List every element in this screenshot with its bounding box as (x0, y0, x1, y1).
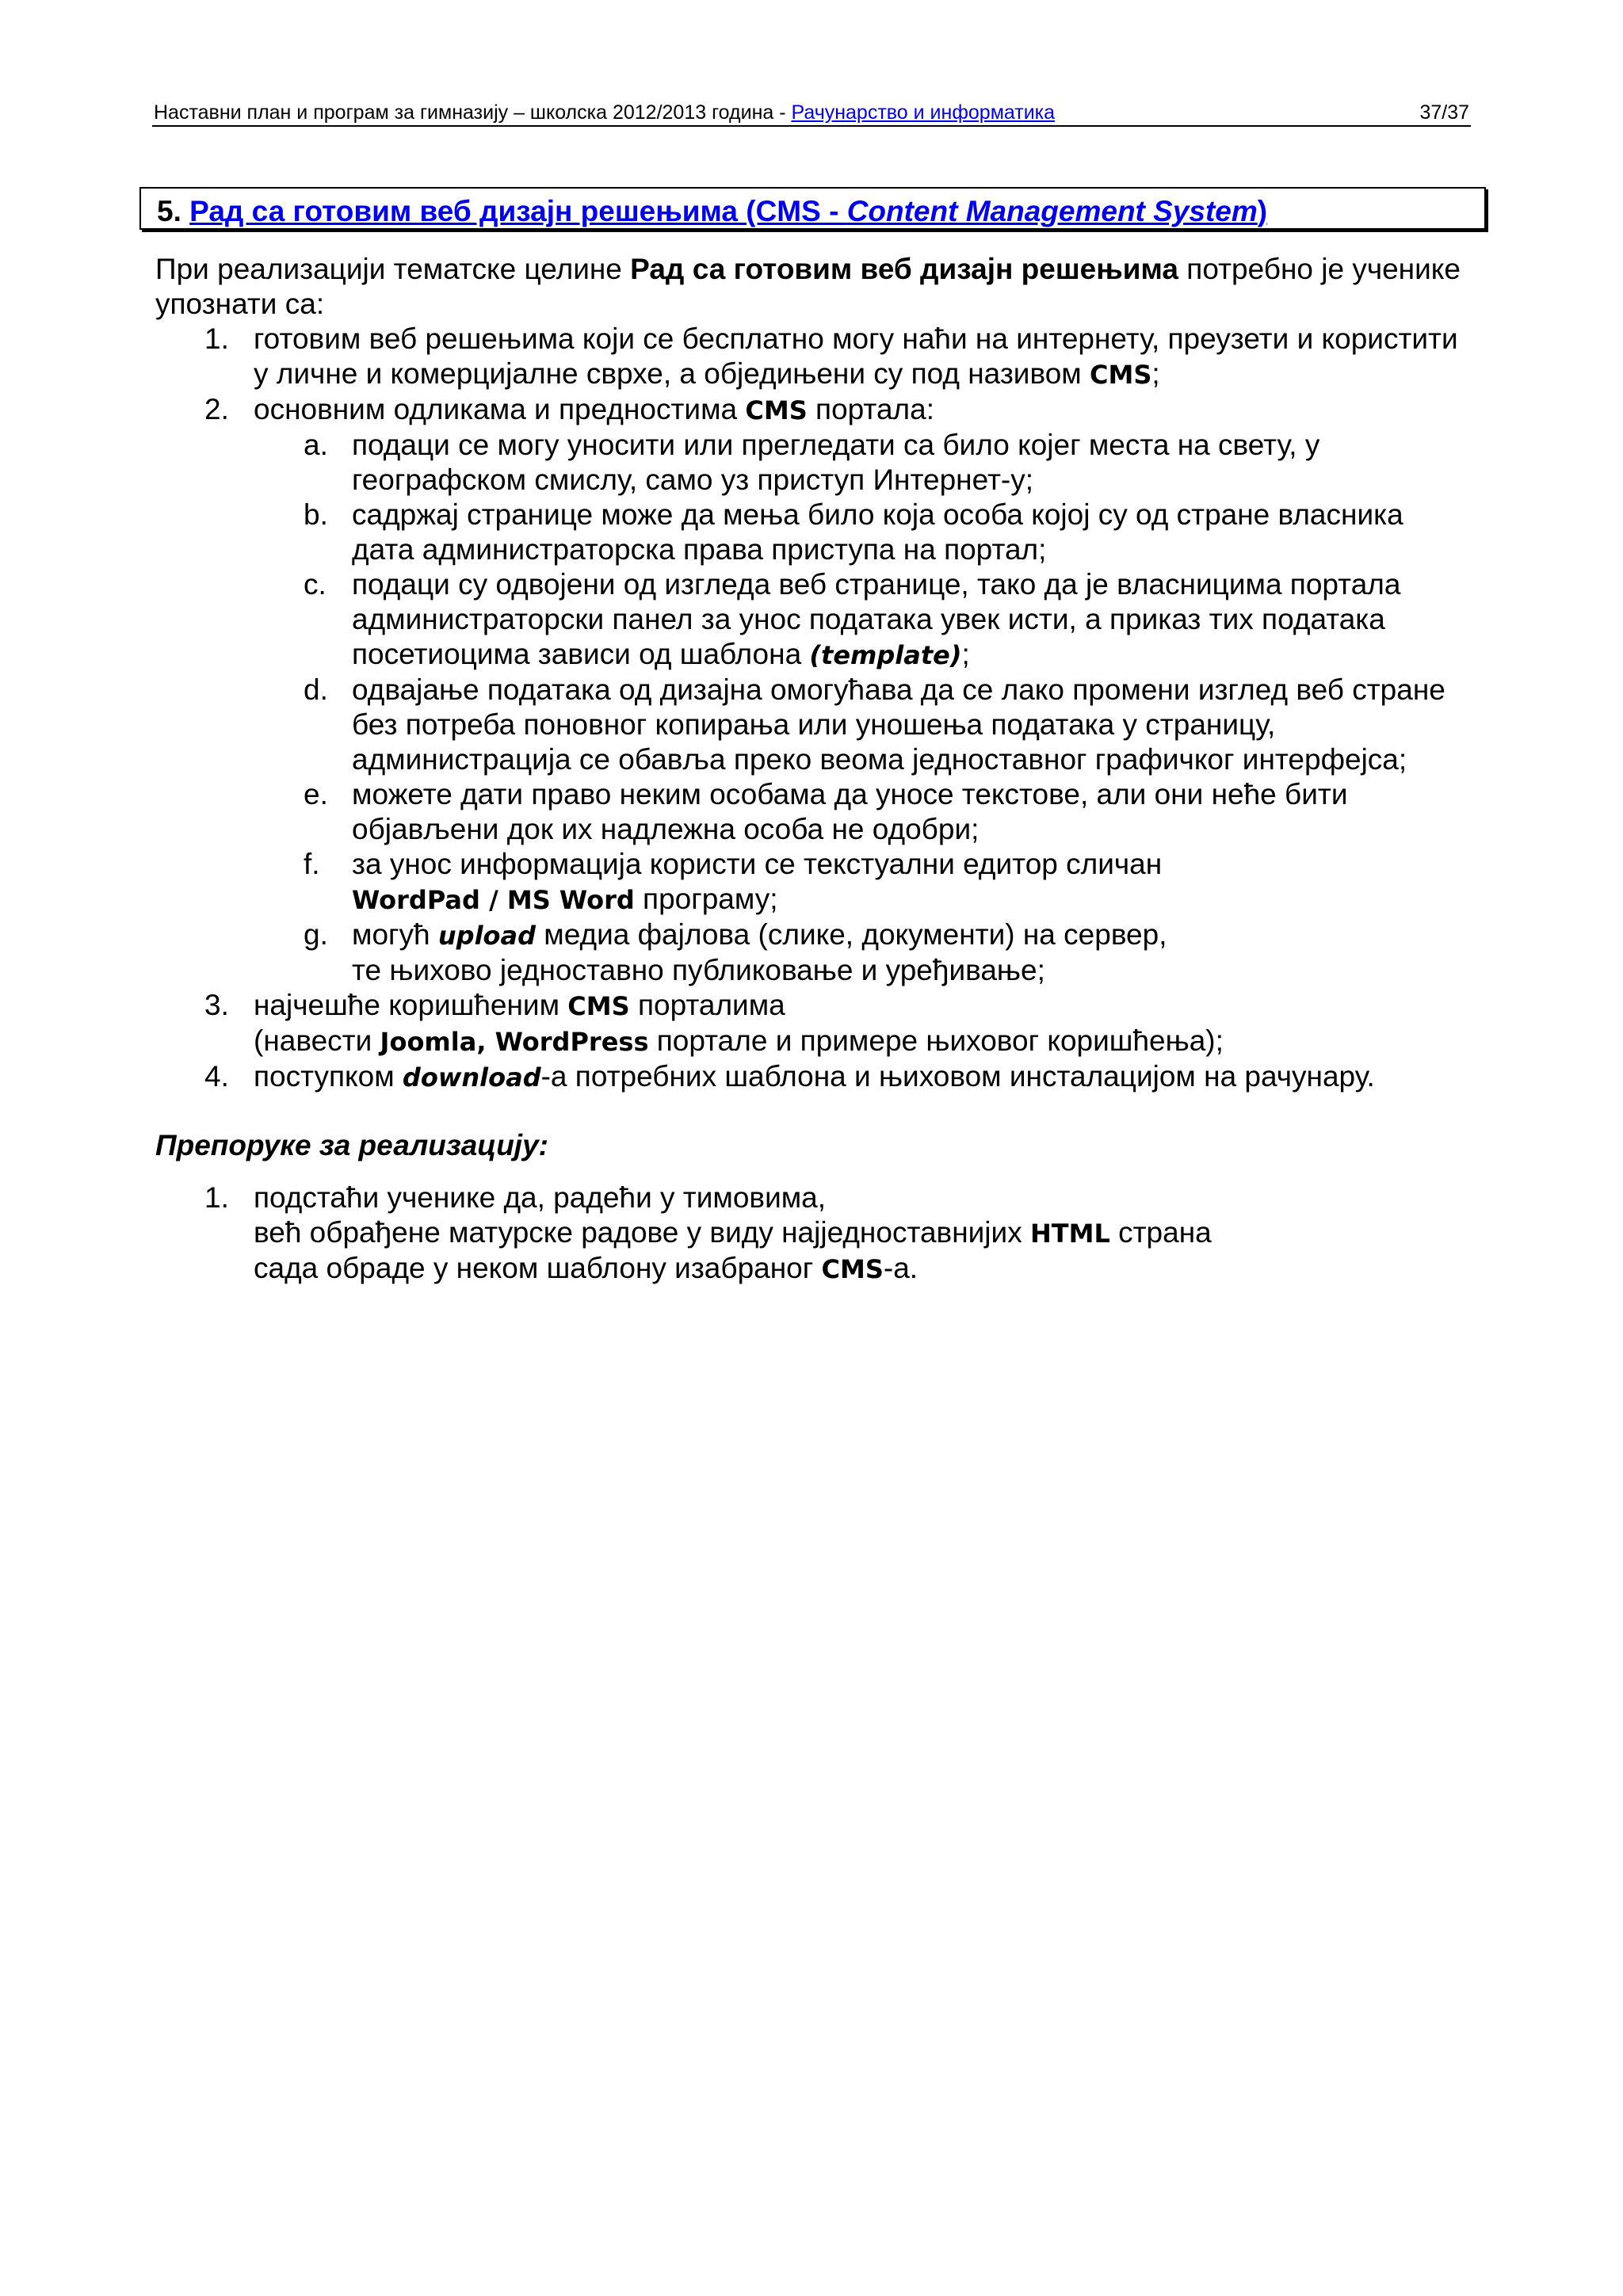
sublist-marker: c. (304, 568, 327, 601)
rec-line3-prefix: сада обраде у неком шаблону изабраног (254, 1252, 822, 1284)
rec-line3-bold: CMS (821, 1254, 884, 1284)
sublist-italic: (template) (809, 640, 962, 670)
list-item (155, 322, 1471, 392)
item-line2-prefix: (навести (254, 1024, 380, 1057)
sublist-marker: f. (304, 848, 320, 880)
sublist-italic: upload (437, 921, 537, 951)
item-prefix: поступком (254, 1060, 403, 1093)
item-text: готовим веб решењима који се бесплатно могу наћи на интернету, преузети и користити у личне и комерцијалне сврхе, а обједињени су под називом (254, 322, 1458, 390)
rec-line3-suffix: -а. (883, 1252, 918, 1284)
list-item (155, 1059, 1471, 1095)
rec-line1: подстаћи ученике да, радећи у тимовима, (254, 1181, 827, 1214)
sublist-text: садржај странице може да мења било која особа којој су од стране власника дата администраторска права приступа на портал; (352, 498, 1403, 566)
header-page-number: 37/37 (1419, 101, 1469, 124)
header-title (154, 97, 1055, 128)
sublist-bold: WordPad / MS Word (352, 885, 635, 915)
sublist-item (254, 567, 1471, 673)
item-cms: CMS (1090, 360, 1152, 390)
item-text: основним одликама и предностима (254, 393, 746, 425)
intro-paragraph (155, 252, 1471, 322)
list-item (155, 1180, 1471, 1287)
list-marker: 3. (204, 989, 229, 1021)
intro-prefix: При реализацији тематске целине (155, 253, 631, 285)
rec-line2-bold: HTML (1029, 1219, 1110, 1249)
sublist-item (254, 777, 1471, 847)
item-end: ; (1151, 357, 1160, 390)
sublist-text: подаци се могу уносити или прегледати са било којег места на свету, у географском смислу, само уз приступ Интернет-у; (352, 429, 1320, 496)
item-suffix: -а потребних шаблона и њиховом инсталацијом на рачунару. (540, 1060, 1375, 1093)
sublist-text: подаци су одвојени од изгледа веб странице, тако да је власницима портала администраторски панел за унос података увек исти, а приказ тих података посетиоцима зависи од шаблона (352, 568, 1401, 670)
main-content (155, 252, 1471, 1287)
sublist-end: ; (961, 638, 970, 670)
sublist-text: медиа фајлова (слике, документи) на сервер, (536, 918, 1167, 951)
item-end: порталима (629, 989, 785, 1021)
page-header (152, 93, 1471, 127)
list-marker: 1. (204, 322, 229, 355)
item-line2-bold: Joomla, WordPress (380, 1027, 649, 1057)
item-line2-suffix: портале и примере њиховог коришћења); (648, 1024, 1224, 1057)
list-item (155, 988, 1471, 1059)
list-marker: 4. (204, 1060, 229, 1093)
sublist-marker: b. (304, 498, 328, 531)
list-marker: 2. (204, 393, 229, 425)
item-cms: CMS (567, 991, 630, 1021)
list-marker: 1. (204, 1181, 229, 1214)
sublist-text: одвајање података од дизајна омогућава да се лако промени изглед веб стране без потреба поновног копирања или уношења података у страницу, администрација се обавља преко веома једноставног графичког интерфејса; (352, 673, 1445, 776)
section-title-link[interactable] (189, 195, 1267, 227)
header-subject-link[interactable]: Рачунарство и информатика (791, 101, 1056, 124)
section-title-part1: Рад са готовим веб дизајн решењима (CMS - (189, 195, 847, 227)
recommendations-heading: Препоруке за реализацију: (155, 1129, 548, 1161)
section-title (157, 195, 1267, 228)
sublist-item (254, 917, 1471, 988)
section-number: 5. (157, 195, 181, 227)
rec-line2-suffix: страна (1109, 1216, 1212, 1249)
recommendations-list (155, 1180, 1471, 1287)
features-sublist (254, 428, 1471, 988)
header-left-text: Наставни план и програм за гимназију – школска 2012/2013 година - (154, 101, 792, 124)
sublist-item (254, 673, 1471, 777)
section-heading-box (139, 187, 1486, 230)
sublist-end: програму; (634, 883, 778, 915)
section-title-italic: Content Management System (846, 195, 1258, 227)
sublist-item (254, 428, 1471, 498)
sublist-item (254, 847, 1471, 917)
sublist-text: за унос информација користи се текстуални едитор сличан (352, 848, 1163, 880)
sublist-text: можете дати право неким особама да уносе текстове, али они неће бити објављени док их надлежна особа не одобри; (352, 778, 1348, 845)
item-text: најчешће коришћеним (254, 989, 568, 1021)
sublist-marker: g. (304, 918, 328, 951)
sublist-marker: a. (304, 429, 328, 461)
list-item (155, 392, 1471, 988)
item-cms: CMS (745, 395, 808, 425)
intro-bold: Рад са готовим веб дизајн решењима (630, 253, 1178, 285)
section-title-part2: ) (1257, 195, 1268, 227)
sublist-marker: d. (304, 673, 328, 706)
item-italic: download (402, 1062, 541, 1093)
topics-list (155, 322, 1471, 1095)
sublist-line2: те њихово једноставно публиковање и уређивање; (352, 954, 1045, 986)
sublist-prefix: могућ (352, 918, 438, 951)
sublist-item (254, 498, 1471, 567)
intro-suffix: потребно је ученике упознати са: (155, 253, 1461, 320)
sublist-marker: e. (304, 778, 328, 810)
item-end: портала: (807, 393, 934, 425)
rec-line2-prefix: већ обрађене матурске радове у виду најједноставнијих (254, 1216, 1030, 1249)
